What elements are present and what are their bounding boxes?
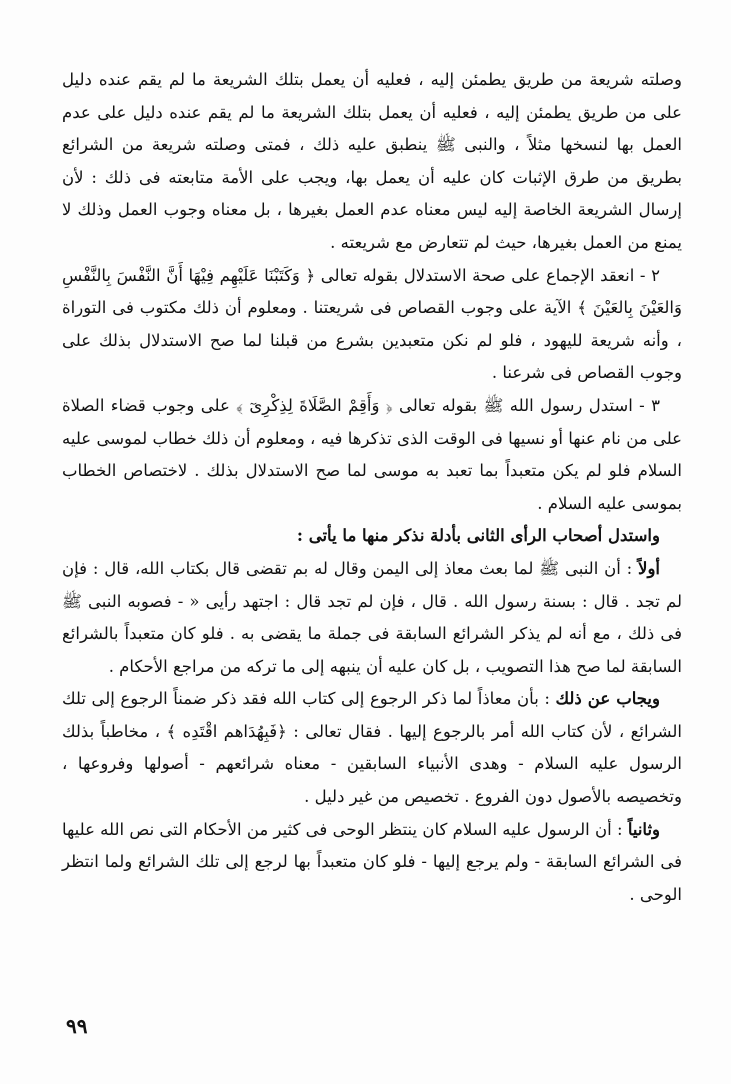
paragraph-3 — [62, 390, 682, 520]
second-argument-text: : أن الرسول عليه السلام كان ينتظر الوحى فى كثير من الأحكام التى نص الله عليها فى الشرائع السابقة - ولم يرجع إليها - فلو كان متعبداً بها لرجع إلى تلك الشرائع ولما انتظر الوحى . — [62, 819, 682, 904]
paragraph-second-argument — [62, 814, 682, 912]
page-number: ٩٩ — [66, 1014, 88, 1038]
paragraph-1 — [62, 64, 682, 260]
second-argument-lead: وثانياً — [627, 819, 660, 839]
paragraph-1-text: وصلته شريعة من طريق يطمئن إليه ، فعليه أن يعمل بتلك الشريعة ما لم يقم عنده دليل على من طريق يطمئن إليه ، فعليه أن يعمل بتلك الشريعة ما لم يقم عنده دليل على عدم العمل بها لنسخها مثلاً ، والنبى ﷺ ينطبق عليه ذلك ، فمتى وصلته شريعة من الشرائع بطريق من طرق الإثبات كان عليه أن يعمل بها، ويجب على الأمة متابعته فى ذلك : لأن إرسال الشريعة الخاصة إليه ليس معناه عدم العمل بغيرها ، بل معناه وجوب العمل وذلك لا يمنع من العمل بغيرها، حيث لم تتعارض مع شريعته . — [62, 70, 682, 252]
first-argument-text: : أن النبى ﷺ لما بعث معاذ إلى اليمن وقال له بم تقضى قال بكتاب الله، قال : فإن لم تجد . قال : بسنة رسول الله . قال ، فإن لم تجد قال : اجتهد رأيى « - فصوبه النبى ﷺ فى ذلك ، مع أنه لم يذكر الشرائع السابقة فى جملة ما يقضى به . فلو كان متعبداً بالشرائع السابقة لما صح هذا التصويب ، بل كان عليه أن ينبهه إلى ما تركه من مراجع الأحكام . — [62, 558, 682, 676]
main-text — [62, 64, 682, 911]
section-heading — [62, 520, 682, 553]
reply-text: : بأن معاذاً لما ذكر الرجوع إلى كتاب الله فقد ذكر ضمناً الرجوع إلى تلك الشرائع ، لأن كتاب الله أمر بالرجوع إليها . فقال تعالى : ﴿فَبِهُدَاهم اقْتَدِه ﴾ ، مخاطباً بذلك الرسول عليه السلام - وهدى الأنبياء السابقين - معناه شرائعهم - أصولها وفروعها ، وتخصيصه بالأصول دون الفروع . تخصيص من غير دليل . — [62, 689, 682, 807]
paragraph-3-text: ٣ - استدل رسول الله ﷺ بقوله تعالى ﴿ وَأَقِمْ الصَّلَاةَ لِذِكْرِىٓ ﴾ على وجوب قضاء الصلاة على من نام عنها أو نسيها فى الوقت الذى تذكرها فيه ، ومعلوم أن ذلك خطاب لموسى عليه السلام فلو لم يكن متعبداً بما تعبد به موسى لما صح الاستدلال بذلك . لاختصاص الخطاب بموسى عليه السلام . — [62, 395, 682, 513]
paragraph-2 — [62, 260, 682, 390]
first-argument-lead: أولاً — [638, 558, 660, 578]
reply-lead: ويجاب عن ذلك — [555, 689, 660, 709]
paragraph-2-text: ٢ - انعقد الإجماع على صحة الاستدلال بقوله تعالى ﴿ وَكَتَبْنَا عَلَيْهِم فِيْهَا أَنَّ النَّفْسَ بِالنَّفْسِ وَالعَيْنَ بِالعَيْنَ ﴾ الآية على وجوب القصاص فى شريعتنا . ومعلوم أن ذلك مكتوب فى التوراة ، وأنه شريعة لليهود ، فلو لم نكن متعبدين بشرع من قبلنا لما صح الاستدلال بذلك على وجوب القصاص فى شرعنا . — [62, 265, 682, 383]
paragraph-reply — [62, 683, 682, 813]
paragraph-first-argument — [62, 553, 682, 683]
section-heading-text: واستدل أصحاب الرأى الثانى بأدلة نذكر منها ما يأتى : — [296, 526, 660, 546]
